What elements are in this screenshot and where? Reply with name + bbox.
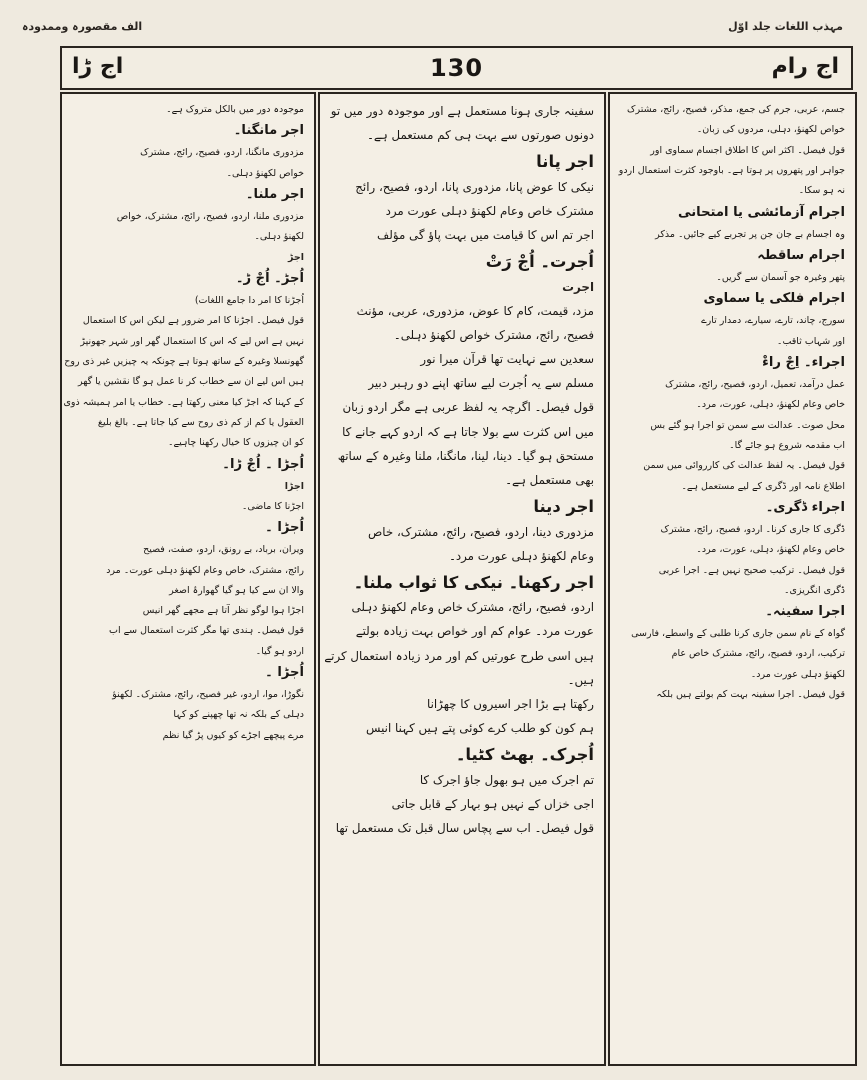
entry-text-line: مسلم سے یہ اُجرت لیے ساتھ اپنے دو رہبر دبیر (368, 376, 594, 391)
entry-headword: اجرام آزمائشی یا امتحانی (677, 204, 845, 220)
entry-text-line: گواہ کے نام سمن جاری کرنا طلبی کے واسطے، فارسی (631, 628, 845, 640)
entry-text-line: بھی مستعمل ہے۔ (505, 472, 594, 487)
column-middle-text (320, 94, 604, 849)
header-right-keyword: اج رام (771, 54, 839, 79)
entry-text-line: قول فیصل۔ ترکیب صحیح نہیں ہے۔ اجرا عربی (658, 564, 845, 576)
entry-text-line: وہ اجسام بے جان جن پر تجربے کیے جائیں۔ مذکر (655, 228, 845, 240)
entry-text-line: ڈگری کا جاری کرنا۔ اردو، فصیح، رائج، مشترک (660, 523, 845, 535)
entry-headword: اُجڑا ۔ اُجْ ڑا۔ (222, 456, 304, 472)
entry-headword: اُجڑا ۔ (265, 520, 304, 536)
entry-text-line: گھونسلا وغیرہ کے ساتھ ہوتا ہے چونکہ یہ چیزیں غیر ذی روح (64, 355, 304, 367)
entry-headword: اجر رکھنا۔ نیکی کا ثواب ملنا۔ (353, 572, 594, 592)
entry-headword: اجرام ساقطہ (757, 247, 845, 263)
entry-text-line: مزدوری مانگنا، اردو، فصیح، رائج، مشترک (140, 147, 304, 159)
entry-tag: اجڑا (284, 480, 304, 492)
entry-text-line: قول فیصل۔ اکثر اس کا اطلاق اجسام سماوی اور (650, 144, 845, 156)
entry-text-line: کے کہنا کہ اجڑ کیا معنی رکھتا ہے۔ خطاب یا امر ہمیشہ ذوی (63, 396, 304, 408)
entry-text-line: قول فیصل۔ اب سے پچاس سال قبل تک مستعمل تھا (335, 820, 594, 835)
entry-text-line: قول فیصل۔ یہ لفظ عدالت کی کارروائی میں سمن (643, 460, 845, 472)
entry-headword: اجر ملنا۔ (245, 186, 304, 202)
entry-text-line: عمل درآمد، تعمیل، اردو، فصیح، رائج، مشترک (665, 378, 845, 390)
entry-text-line: مزدوری ملنا، اردو، فصیح، رائج، مشترک، خواص (116, 210, 304, 222)
entry-headword: اُجڑا ۔ (265, 665, 304, 681)
entry-text-line: ویران، برباد، بے رونق، اردو، صفت، فصیح (143, 544, 304, 556)
entry-text-line: سفینہ جاری ہونا مستعمل ہے اور موجودہ دور میں تو (330, 104, 594, 118)
entry-text-line: اطلاع نامہ اور ڈگری کے لیے مستعمل ہے۔ (681, 480, 845, 492)
entry-text-line: قول فیصل۔ ہندی تھا مگر کثرت استعمال سے اب (109, 625, 304, 637)
entry-text-line: لکھنؤ دہلی عورت مرد۔ (750, 668, 845, 680)
entry-text-line: ہیں۔ (567, 672, 594, 687)
entry-text-line: اجڑنا کا ماضی۔ (241, 500, 304, 512)
entry-text-line: سورج، چاند، تارے، سیارے، دمدار تارے (701, 315, 845, 327)
entry-text-line: وعام لکھنؤ دہلی عورت مرد۔ (448, 548, 594, 563)
column-left-text (62, 94, 314, 754)
page-number: 130 (429, 54, 484, 82)
entry-text-line: العقول یا کم از کم ذی روح سے کیا جاتا ہے۔ بالغ بلیغ (97, 416, 304, 428)
entry-text-line: ڈگری انگریزی۔ (783, 584, 845, 596)
entry-text-line: لکھنؤ دہلی۔ (254, 231, 304, 243)
entry-text-line: قول فیصل۔ اجرا سفینہ بہت کم بولتے ہیں بلکہ (656, 689, 845, 701)
entry-text-line: سعدین سے نہایت تھا قرآن میرا نور (420, 352, 594, 367)
entry-headword: اُجرک۔ بھٹ کٹیا۔ (455, 745, 594, 765)
entry-text-line: اجڑا ہوا لوگو نظر آتا ہے مجھے گھر انیس (142, 605, 304, 617)
entry-text-line: قول فیصل۔ اگرچہ یہ لفظ عربی ہے مگر اردو زبان (342, 400, 594, 415)
entry-text-line: موجودہ دور میں بالکل متروک ہے۔ (166, 104, 304, 115)
entry-text-line: جسم، عربی، جرم کی جمع، مذکر، فصیح، رائج، مشترک (627, 104, 845, 115)
entry-text-line: جواہر اور پتھروں پر ہوتا ہے۔ باوجود کثرت استعمال اردو (618, 164, 845, 176)
column-middle (318, 92, 606, 1066)
entry-text-line: ہیں اسی طرح عورتیں کم اور مرد زیادہ استعمال کرتے (324, 648, 594, 663)
entry-text-line: نیکی کا عوض پانا، مزدوری پانا، اردو، فصیح، رائج (355, 179, 594, 194)
entry-headword: اُجڑ۔ اُجْ ڑ۔ (235, 270, 304, 286)
entry-headword: اجرا سفینہ۔ (765, 604, 845, 620)
entry-text-line: ہم کون کو طلب کرے کوئی پتے ہیں کہنا انیس (366, 720, 594, 735)
entry-text-line: خاص وعام لکھنؤ، دہلی، عورت، مرد۔ (696, 544, 845, 556)
running-header-right: مہذب اللغات جلد اوّل (728, 20, 843, 33)
entry-headword: اجراء۔ اِجْ راءْ (762, 354, 845, 370)
entry-text-line: والا ان سے کیا ہو گیا گھوارۂ اصغر (169, 584, 304, 596)
entry-text-line: خاص وعام لکھنؤ، دہلی، عورت، مرد۔ (696, 399, 845, 411)
entry-text-line: اب مقدمہ شروع ہو جائے گا۔ (729, 439, 845, 451)
entry-headword: اجر مانگنا۔ (233, 123, 304, 139)
entry-headword: اجر پانا (536, 152, 594, 172)
column-right-text (610, 94, 855, 713)
entry-text-line: محل صوت۔ عدالت سے سمن تو اجرا ہو گئے بس (650, 419, 845, 431)
entry-text-line: تم اجرک میں ہو بھول جاؤ اجرک کا (419, 772, 594, 787)
running-header (14, 14, 853, 36)
entry-text-line: اردو ہو گیا۔ (255, 645, 304, 657)
entry-text-line: قول فیصل۔ اجڑنا کا امر ضرور ہے لیکن اس کا استعمال (82, 315, 304, 327)
entry-text-line: رکھتا ہے بڑا اجر اسیروں کا چھڑانا (426, 696, 594, 711)
entry-text-line: اُجڑنا کا امر دا جامع اللغات) (194, 294, 304, 306)
running-header-left: الف مقصورہ وممدودہ (22, 20, 143, 33)
entry-text-line: خواص لکھنؤ، دہلی، مردوں کی زبان۔ (696, 124, 845, 136)
entry-text-line: مرے پیچھے اجڑے کو کیوں پڑ گیا نظم (162, 729, 304, 741)
entry-text-line: مشترک خاص وعام لکھنؤ دہلی عورت مرد (385, 203, 594, 218)
entry-headword: اُجرت۔ اُجْ رَتْ (485, 252, 594, 272)
entry-headword: اجر دینا (533, 496, 594, 516)
entry-text-line: ترکیب، اردو، فصیح، رائج، مشترک خاص عام (671, 648, 845, 660)
entry-text-line: نہیں ہے اس لیے کہ اس کا استعمال گھر اور شہر جھونپڑ (80, 335, 304, 347)
entry-text-line: فصیح، رائج، مشترک خواص لکھنؤ دہلی۔ (393, 328, 594, 343)
entry-tag: اجڑ (288, 251, 304, 263)
entry-text-line: عورت مرد۔ عوام کم اور خواص بہت زیادہ بولتے (355, 624, 594, 639)
entry-text-line: میں اس کثرت سے بولا جاتا ہے کہ اردو کہے جانے کا (342, 424, 594, 439)
entry-text-line: ہیں اس لیے ان سے خطاب کر نا عمل ہو گا نقشین یا گھر (77, 376, 304, 388)
entry-text-line: اردو، فصیح، رائج، مشترک خاص وعام لکھنؤ دہلی (351, 600, 594, 615)
entry-text-line: دہلی کے بلکہ نہ تھا چھپنے کو کہا (173, 709, 304, 721)
entry-text-line: دونوں صورتوں سے بہت ہی کم مستعمل ہے۔ (366, 128, 594, 143)
entry-text-line: اور شہاب ثاقب۔ (776, 335, 845, 347)
page-header-box (60, 46, 853, 90)
entry-text-line: مزدوری دینا، اردو، فصیح، رائج، مشترک، خاص (368, 524, 594, 539)
entry-text-line: اجی خزاں کے نہیں ہو بہار کے قابل جاتی (391, 796, 594, 811)
entry-headword: اجراء ڈگری۔ (765, 499, 845, 515)
column-right (608, 92, 857, 1066)
entry-text-line: خواص لکھنؤ دہلی۔ (226, 167, 304, 179)
header-left-keyword: اج ڑا (72, 54, 124, 79)
entry-headword: اجرام فلکی یا سماوی (703, 291, 845, 307)
entry-text-line: رائج، مشترک، خاص وعام لکھنؤ دہلی عورت۔ مرد (106, 564, 304, 576)
entry-tag: اجرت (562, 279, 594, 294)
entry-text-line: نہ ہو سکا۔ (798, 185, 845, 197)
entry-text-line: اجر تم اس کا قیامت میں بہت پاؤ گی مؤلف (376, 228, 594, 243)
entry-text-line: کو ان چیزوں کا خیال رکھنا چاہیے۔ (167, 437, 304, 449)
entry-text-line: مستحق ہو گیا۔ دینا، لینا، مانگنا، ملنا وغیرہ کے ساتھ (337, 448, 594, 463)
entry-text-line: نگوڑا، موا، اردو، غیر فصیح، رائج، مشترک۔ لکھنؤ (112, 689, 304, 701)
entry-text-line: مزد، قیمت، کام کا عوض، مزدوری، عربی، مؤنث (356, 303, 594, 318)
column-left (60, 92, 316, 1066)
entry-text-line: پتھر وغیرہ جو آسمان سے گریں۔ (716, 271, 845, 283)
